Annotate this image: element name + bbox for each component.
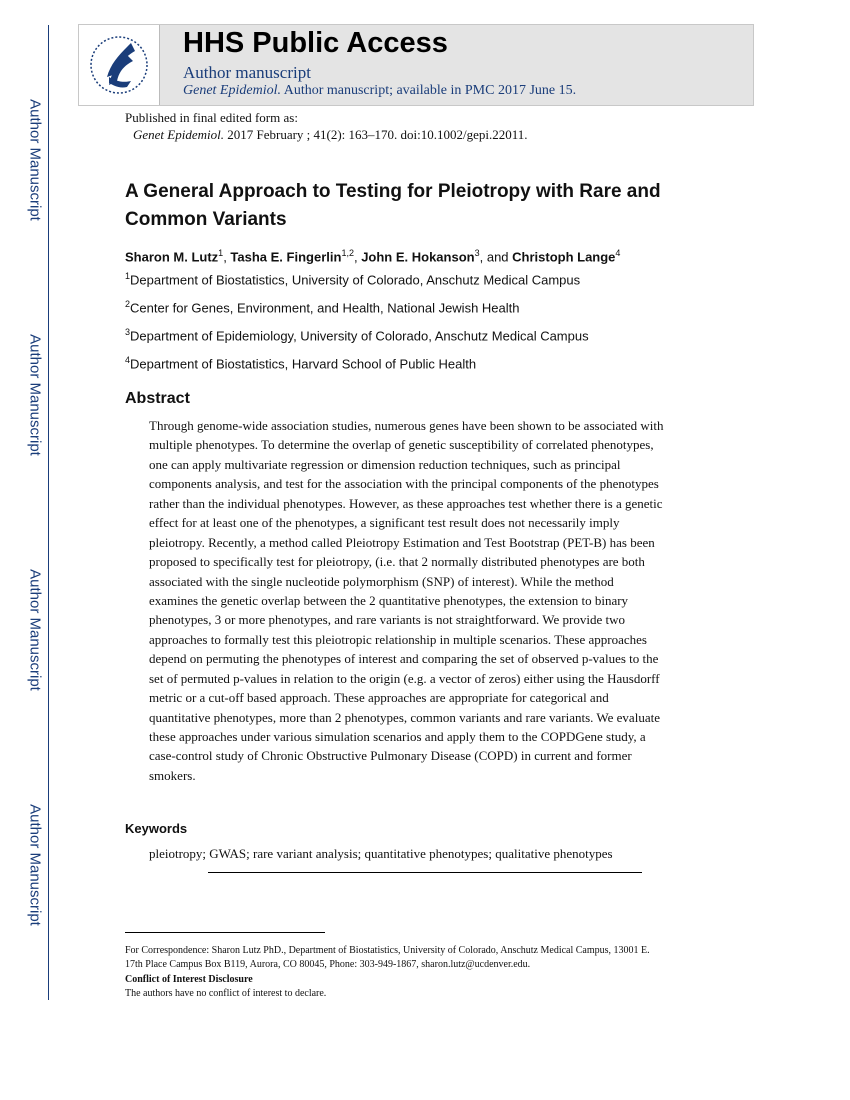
affiliation-sup: 3 bbox=[125, 327, 131, 337]
author-name: Sharon M. Lutz bbox=[125, 249, 219, 265]
abstract-line: case-control study of Chronic Obstructive Pulmonary Disease (COPD) in current and former bbox=[149, 748, 632, 764]
affiliation bbox=[125, 299, 520, 315]
author-list bbox=[125, 248, 620, 264]
abstract-line: multiple phenotypes. To determine the overlap of genetic susceptibility of correlated phenotypes, bbox=[149, 437, 654, 453]
coi-heading: Conflict of Interest Disclosure bbox=[125, 974, 253, 985]
published-citation bbox=[133, 127, 528, 143]
side-label: Author Manuscript bbox=[26, 334, 44, 456]
author-name: Christoph Lange bbox=[512, 249, 616, 265]
author-name: John E. Hokanson bbox=[361, 249, 475, 265]
side-label: Author Manuscript bbox=[26, 804, 44, 926]
abstract-line: approaches to formally test this pleiotropic relationship in multiple scenarios. These approaches bbox=[149, 631, 647, 647]
abstract-line: phenotypes, 3 or more phenotypes, and rare variants is not straightforward. We provide two bbox=[149, 612, 625, 628]
affiliation-text: Department of Biostatistics, Harvard School of Public Health bbox=[130, 356, 477, 372]
abstract-line: pleiotropy. Recently, a method called Pleiotropy Estimation and Test Bootstrap (PET-B) has been bbox=[149, 534, 655, 550]
affiliation bbox=[125, 355, 476, 371]
abstract-line: set of permuted p-values in relation to the origin (e.g. a vector of zeros) either using the Hausdorff bbox=[149, 670, 660, 686]
affiliation-text: Department of Biostatistics, University of Colorado, Anschutz Medical Campus bbox=[130, 272, 581, 288]
author-sup: 3 bbox=[474, 248, 480, 258]
abstract-body bbox=[149, 416, 663, 785]
journal-name: Genet Epidemiol. bbox=[133, 127, 224, 142]
article-title bbox=[125, 178, 661, 234]
abstract-line: smokers. bbox=[149, 767, 196, 783]
side-label: Author Manuscript bbox=[26, 99, 44, 221]
coi-text: The authors have no conflict of interest to declare. bbox=[125, 988, 327, 999]
abstract-line: rather than the individual phenotypes. However, as these approaches test whether there is a genetic bbox=[149, 495, 663, 511]
correspondence bbox=[125, 944, 650, 972]
separator: , and bbox=[479, 249, 513, 265]
separator: , bbox=[223, 249, 231, 265]
correspondence-line: For Correspondence: Sharon Lutz PhD., Department of Biostatistics, University of Colorado, Anschutz Medical Campus, 13001 E. bbox=[125, 945, 650, 956]
separator: , bbox=[353, 249, 362, 265]
abstract-line: these approaches under various simulation scenarios and apply them to the COPDGene study, a bbox=[149, 729, 646, 744]
journal-name: Genet Epidemiol. bbox=[183, 83, 281, 98]
keywords-text: pleiotropy; GWAS; rare variant analysis; quantitative phenotypes; qualitative phenotypes bbox=[149, 846, 613, 861]
abstract-line: associated with the single nucleotide polymorphism (SNP) of interest). While the method bbox=[149, 573, 614, 589]
correspondence-line: 17th Place Campus Box B119, Aurora, CO 80045, Phone: 303-949-1867, sharon.lutz@ucdenver.edu. bbox=[125, 959, 531, 970]
hhs-header bbox=[78, 24, 754, 106]
abstract-line: effect for at least one of the phenotypes, a significant test result does not necessarily imply bbox=[149, 515, 620, 531]
abstract-line: Through genome-wide association studies, numerous genes have been shown to be associated with bbox=[149, 418, 664, 433]
keywords-rule bbox=[208, 872, 642, 873]
abstract-line: metric or a cut-off based approach. These approaches are appropriate for categorical and bbox=[149, 690, 609, 706]
author-sup: 4 bbox=[615, 248, 621, 258]
abstract-line: depend on permuting the phenotypes of interest and comparing the set of observed p-values to the bbox=[149, 651, 659, 667]
title-line: Common Variants bbox=[125, 209, 287, 230]
affiliation-text: Center for Genes, Environment, and Health, National Jewish Health bbox=[130, 300, 520, 316]
manuscript-type: Author manuscript bbox=[183, 63, 311, 82]
abstract-line: components analysis, and test for the association with the principal components of the phenotypes bbox=[149, 476, 659, 492]
affiliation-sup: 2 bbox=[125, 299, 131, 309]
hhs-logo bbox=[79, 25, 160, 105]
margin-rule bbox=[48, 25, 49, 1000]
affiliation bbox=[125, 327, 589, 343]
abstract-line: one can apply multivariate regression or dimension reduction techniques, such as principal bbox=[149, 456, 621, 472]
keywords-heading: Keywords bbox=[125, 821, 188, 836]
availability-text: Author manuscript; available in PMC 2017 June 15. bbox=[280, 83, 577, 98]
abstract-line: examines the genetic overlap between the 2 quantitative phenotypes, the extension to binary bbox=[149, 592, 629, 608]
author-name: Tasha E. Fingerlin bbox=[230, 249, 342, 265]
footnote-rule bbox=[125, 932, 325, 933]
affiliation bbox=[125, 271, 580, 287]
abstract-heading: Abstract bbox=[125, 390, 190, 407]
affiliation-sup: 4 bbox=[125, 355, 131, 365]
availability-line bbox=[183, 83, 576, 99]
author-sup: 1,2 bbox=[341, 248, 354, 258]
side-label: Author Manuscript bbox=[26, 569, 44, 691]
affiliation-text: Department of Epidemiology, University of Colorado, Anschutz Medical Campus bbox=[130, 328, 589, 344]
abstract-line: proposed to specifically test for pleiotropy, (i.e. that 2 normally distributed phenotypes are both bbox=[149, 554, 645, 570]
affiliation-sup: 1 bbox=[125, 271, 131, 281]
hhs-title: HHS Public Access bbox=[183, 27, 448, 59]
title-line: A General Approach to Testing for Pleiotropy with Rare and bbox=[125, 181, 661, 202]
published-label: Published in final edited form as: bbox=[125, 110, 298, 125]
abstract-line: quantitative phenotypes, more than 2 phenotypes, common variants and rare variants. We evaluate bbox=[149, 709, 660, 725]
citation-text: 2017 February ; 41(2): 163–170. doi:10.1002/gepi.22011. bbox=[223, 127, 528, 142]
author-sup: 1 bbox=[218, 248, 224, 258]
